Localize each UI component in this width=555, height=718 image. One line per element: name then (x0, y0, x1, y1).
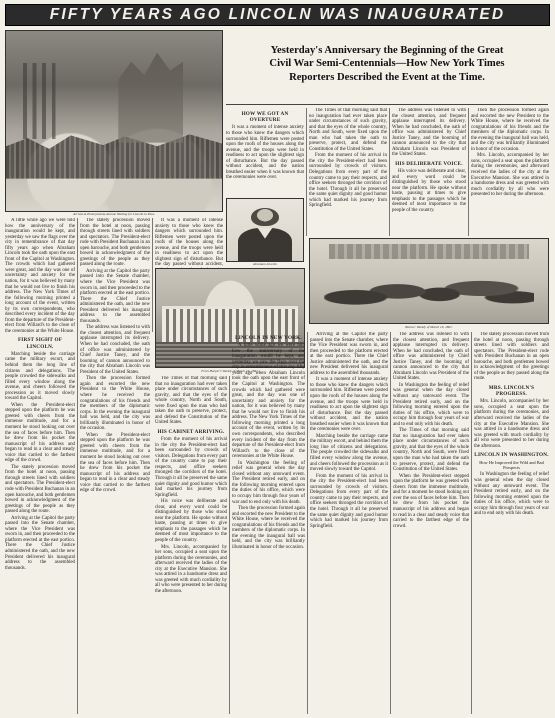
section-heading-lincoln-ny: LINCOLN IN NEW YORK. (235, 335, 302, 341)
section-heading-cabinet: HIS CABINET ARRIVING. (157, 428, 225, 435)
banner-title: FIFTY YEARS AGO LINCOLN WAS INAUGURATED (49, 6, 506, 23)
column-text: In Washington the feeling of relief was general when the day closed without any untoward event. The President retired early, and on the following morning entered upon the duties of his office, which were to occupy him through four years of war and to end only with his death. (232, 460, 305, 505)
column-upper-4 (471, 108, 549, 236)
column-text: Marching beside the carriage came the military escort, and behind them the long line of citizens and delegations. The people crowded the sidewalks and filled every window along the avenue, and cheers followed the procession as it moved slowly toward the Capitol. (310, 433, 388, 473)
column-lower-3 (310, 332, 388, 714)
column-text: A little while ago we were told how the anniversary of the inauguration would be kept, and yesterday we saw the flags over the city in remembrance of that day fifty years ago when Abraham Lincoln took the oath upon the east front of the Capitol at Washington. The crowds which had gathered were great, and the day was one of uncertainty and anxiety for the nation, for it was believed by many that he would not live to finish his address. The New York Times of the following morning printed a long account of the event, written by its own correspondents, who described every incident of the day from the departure of the President-elect from Willard's to the close of the ceremonies at the White House. (232, 343, 305, 460)
column-text: Marching beside the carriage came the military escort, and behind them the long line of citizens and delegations. The people crowded the sidewalks and filled every window along the avenue, and cheers followed the procession as it moved slowly toward the Capitol. (5, 351, 75, 402)
column-rule (389, 108, 390, 236)
column-text: Mrs. Lincoln, accompanied by her sons, occupied a seat upon the platform during the ceremonies, and afterward received the ladies of the city at the Executive Mansion. She was attired in a handsome dress and was greeted with much cordiality by all who were presented to her during the afternoon. (471, 153, 549, 198)
column-lower-1 (155, 376, 227, 714)
section-heading-lincoln-washington: LINCOLN IN WASHINGTON. (474, 452, 549, 459)
banner (5, 4, 550, 26)
column-text: From the moment of his arrival in the city the President-elect had been surrounded by crowds of visitors. Delegations from every part of the country came to pay their respects, and office seekers thronged the corridors of the hotel. Through it all he preserved the same quiet dignity and good humor which had marked his journey from Springfield. (309, 153, 387, 209)
column-text: Then the procession formed again and escorted the new President to the White House, where he received the congratulations of his friends and the members of the diplomatic corps. In the evening the inaugural ball was held, and the city was brilliantly illuminated in honor of the occasion. (80, 376, 150, 432)
column-lower-5 (474, 332, 549, 714)
column-text: Arriving at the Capitol the party passed into the Senate chamber, where the Vice President was sworn in, and then proceeded to the platform erected at the east portico. There the Chief Justice administered the oath, and the new President delivered his inaugural address to the assembled thousands. (80, 268, 150, 324)
column-lower-2 (232, 332, 305, 714)
column-upper-2 (309, 108, 387, 236)
column-text: His voice was deliberate and clear, and every word could be distinguished by those who stood near the platform. He spoke without haste, pausing at times to give emphasis to the passages which he deemed of most importance to the people of the country. (392, 169, 466, 213)
column-upper-1 (226, 108, 304, 198)
column-text: Then the procession formed again and escorted the new President to the White House, where he received the congratulations of his friends and the members of the diplomatic corps. In the evening the inaugural ball was held, and the city was brilliantly illuminated in honor of the occasion. (471, 108, 549, 152)
portrait-head (251, 208, 278, 227)
section-heading-first-sight: FIRST SIGHT OF LINCOLN. (17, 337, 63, 350)
column-text: When the President-elect stepped upon the platform he was greeted with cheers from the immense multitude, and for a moment he stood looking out over the sea of faces before him. Then he drew from his pocket the manuscript of his address and began to read in a clear and steady voice that carried to the farthest edge of the crowd. (5, 402, 75, 464)
column-text: When the President-elect stepped upon the platform he was greeted with cheers from the immense multitude, and for a moment he stood looking out over the sea of faces before him. Then he drew from his pocket the manuscript of his address and began to read in a clear and steady voice that carried to the farthest edge of the crowd. (80, 432, 150, 494)
column-text: The Times of that morning said that no inauguration had ever taken place under circumstances of such gravity, and that the eyes of the whole country, North and South, were fixed upon the man who had taken the oath to preserve, protect, and defend the Constitution of the United States. (309, 108, 387, 152)
column-rule (152, 218, 153, 332)
headline-line-2: Civil War Semi-Centennials—How New York Times (269, 58, 505, 70)
column-text: Mrs. Lincoln, accompanied by her sons, occupied a seat upon the platform during the ceremonies, and afterward received the ladies of the city at the Executive Mansion. She was attired in a handsome dress and was greeted with much cordiality by all who were presented to her during the afternoon. (155, 544, 227, 594)
column-left-1 (5, 218, 75, 714)
snow-scene-photo (5, 30, 223, 212)
column-text: A little while ago we were told how the anniversary of the inauguration would be kept, and yesterday we saw the flags over the city in remembrance of that day fifty years ago when Abraham Lincoln took the oath upon the east front of the Capitol at Washington. The crowds which had gathered were great, and the day was one of uncertainty and anxiety for the nation, for it was believed by many that he would not live to finish his address. The New York Times of the following morning printed a long account of the event, written by its own correspondents, who described every incident of the day from the departure of the President-elect from Willard's to the close of the ceremonies at the White House. (5, 218, 75, 334)
column-text: The address was listened to with the closest attention, and frequent applause interrupted its delivery. When he had concluded, the oath of office was administered by Chief Justice Taney, and the booming of cannon announced to the city that Abraham Lincoln was President of the United States. (393, 332, 469, 382)
column-text: Mrs. Lincoln, accompanied by her sons, occupied a seat upon the platform during the ceremonies, and afterward received the ladies of the city at the Executive Mansion. She was attired in a handsome dress and was greeted with much cordiality by all who were presented to her during the afternoon. (474, 399, 549, 449)
section-heading-how-we-got: HOW WE GOT AN OVERTURE (241, 111, 289, 124)
crowd-silhouette (6, 125, 222, 179)
column-lower-4 (393, 332, 469, 714)
column-text: From the moment of his arrival in the city the President-elect had been surrounded by crowds of visitors. Delegations from every part of the country came to pay their respects, and office seekers thronged the corridors of the hotel. Through it all he preserved the same quiet dignity and good humor which had marked his journey from Springfield. (155, 437, 227, 498)
column-text: The stately procession moved from the hotel at noon, passing through streets lined with soldiers and spectators. The President-elect rode with President Buchanan in an open barouche, and both gentlemen bowed in acknowledgment of the greetings of the people as they passed along the route. (5, 464, 75, 515)
column-text: Arriving at the Capitol the party passed into the Senate chamber, where the Vice President was sworn in, and then proceeded to the platform erected at the east portico. There the Chief Justice administered the oath, and the new President delivered his inaugural address to the assembled thousands. (5, 515, 75, 571)
column-rule (306, 108, 307, 236)
column-upper-3 (392, 108, 466, 236)
column-text: Arriving at the Capitol the party passed into the Senate chamber, where the Vice President was sworn in, and then proceeded to the platform erected at the east portico. There the Chief Justice administered the oath, and the new President delivered his inaugural address to the assembled thousands. (310, 332, 388, 376)
column-text: The Times of that morning said that no inauguration had ever taken place under circumstances of such gravity, and that the eyes of the whole country, North and South, were fixed upon the man who had taken the oath to preserve, protect, and defend the Constitution of the United States. (155, 376, 227, 426)
carriage-caption: Barnes' Weekly of March 16, 1861. (405, 325, 453, 329)
column-text: Then the procession formed again and escorted the new President to the White House, where he received the congratulations of his friends and the members of the diplomatic corps. In the evening the inaugural ball was held, and the city was brilliantly illuminated in honor of the occasion. (232, 506, 305, 550)
column-text: In Washington the feeling of relief was general when the day closed without any untoward event. The President retired early, and on the following morning entered upon the duties of his office, which were to occupy him through four years of war and to end only with his death. (393, 382, 469, 427)
column-rule (390, 332, 391, 714)
column-text: The address was listened to with the closest attention, and frequent applause interrupted its delivery. When he had concluded, the oath of office was administered by Chief Justice Taney, and the booming of cannon announced to the city that Abraham Lincoln was President of the United States. (392, 108, 466, 158)
lincoln-portrait (226, 198, 304, 262)
section-heading-his-deliberate: HIS DELIBERATE VOICE. (395, 160, 463, 167)
column-text: When the President-elect stepped upon the platform he was greeted with cheers from the immense multitude, and for a moment he stood looking out over the sea of faces before him. Then he drew from his pocket the manuscript of his address and began to read in a clear and steady voice that carried to the farthest edge of the crowd. (393, 473, 469, 529)
column-text: It was a moment of intense anxiety to those who knew the dangers which surrounded him. Riflemen were posted upon the roofs of the houses along the avenue, and the troops were held in readiness to act upon the slightest sign of disturbance. But the day passed without accident, and the nation breathed easier when it was known that the ceremonies were over. (310, 377, 388, 433)
column-text: His voice was deliberate and clear, and every word could be distinguished by those who stood near the platform. He spoke without haste, pausing at times to give emphasis to the passages which he deemed of most importance to the people of the country. (155, 499, 227, 543)
headline-line-3: Reporters Described the Event at the Time. (289, 71, 485, 83)
column-text: The stately procession moved from the hotel at noon, passing through streets lined with soldiers and spectators. The President-elect rode with President Buchanan in an open barouche, and both gentlemen bowed in acknowledgment of the greetings of the people as they passed along the route. (474, 332, 549, 382)
column-text: The address was listened to with the closest attention, and frequent applause interrupted its delivery. When he had concluded, the oath of office was administered by Chief Justice Taney, and the booming of cannon announced to the city that Abraham Lincoln was President of the United States. (80, 325, 150, 375)
section-subheading-improved: How He Improved the Wild and Bad Prospects (479, 460, 544, 471)
column-text: The stately procession moved from the hotel at noon, passing through streets lined with soldiers and spectators. The President-elect rode with President Buchanan in an open barouche, and both gentlemen bowed in acknowledgment of the greetings of the people as they passed along the route. (80, 218, 150, 268)
section-heading-mrs-lincoln: MRS. LINCOLN'S PROGRESS. (488, 384, 535, 398)
column-left-2 (80, 218, 150, 714)
carriage-figures (324, 256, 533, 315)
column-rule (468, 108, 469, 236)
headline-line-1: Yesterday's Anniversary the Beginning of the Great (270, 45, 504, 56)
column-rule (307, 332, 308, 714)
carriage-illustration (309, 238, 549, 324)
column-text: It was a moment of intense anxiety to those who knew the dangers which surrounded him. Riflemen were posted upon the roofs of the houses along the avenue, and the troops were held in readiness to act upon the slightest sign of disturbance. But the day passed without accident, and the nation breathed easier when it was known that the ceremonies were over. (226, 125, 304, 181)
headline-rule (226, 104, 548, 105)
column-text: It was a moment of intense anxiety to those who knew the dangers which surrounded him. Riflemen were posted upon the roofs of the houses along the avenue, and the troops were held in readiness to act upon the slightest sign of disturbance. But the day passed without accident, (155, 218, 223, 268)
column-text: The Times of that morning said that no inauguration had ever taken place under circumstances of such gravity, and that the eyes of the whole country, North and South, were fixed upon the man who had taken the oath to preserve, protect, and defend the Constitution of the United States. (393, 428, 469, 473)
portrait-caption: Abraham Lincoln (253, 262, 277, 266)
capitol-caption: From Harper's Weekly of March 16, 1861. (201, 369, 259, 373)
headline (226, 44, 548, 102)
column-rule (471, 332, 472, 714)
column-rule (229, 376, 230, 714)
column-text: From the moment of his arrival in the city the President-elect had been surrounded by crowds of visitors. Delegations from every part of the country came to pay their respects, and office seekers thronged the corridors of the hotel. Through it all he preserved the same quiet dignity and good humor which had marked his journey from Springfield. (310, 473, 388, 529)
column-text: In Washington the feeling of relief was general when the day closed without any untoward event. The President retired early, and on the following morning entered upon the duties of his office, which were to occupy him through four years of war and to end only with his death. (474, 472, 549, 517)
snow-scene-caption: Arrival at Pennsylvania Avenue Waiting for Lincoln to Pass. (73, 212, 155, 216)
column-rule (77, 218, 78, 714)
